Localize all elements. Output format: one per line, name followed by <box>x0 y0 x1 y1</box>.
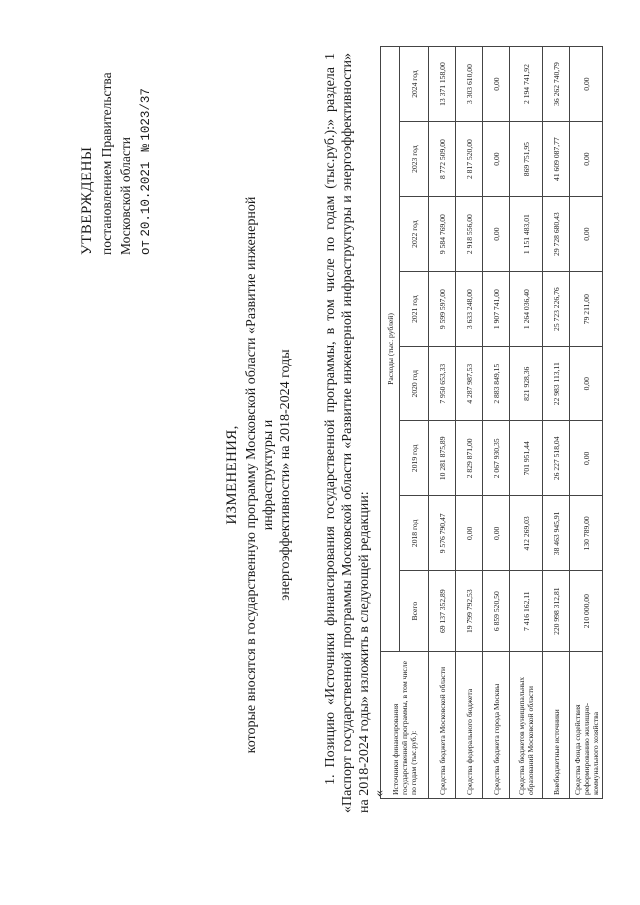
expenses-header: Расходы (тыс. рублей) <box>381 47 400 652</box>
table-cell: 9 584 769,00 <box>429 197 456 272</box>
approval-line-2: Московской области <box>118 136 133 255</box>
table-cell: 7 950 653,33 <box>429 347 456 421</box>
intro-paragraph <box>322 53 373 813</box>
column-header: 2022 год <box>400 197 429 272</box>
column-header: 2020 год <box>400 347 429 421</box>
table-cell: 36 262 740,79 <box>543 47 570 122</box>
approval-line-1: постановлением Правительства <box>99 72 114 255</box>
column-header: 2019 год <box>400 421 429 496</box>
number-prefix: № <box>139 143 153 152</box>
table-cell: 1 151 483,01 <box>510 197 543 272</box>
table-cell: 29 728 680,43 <box>543 197 570 272</box>
table-cell: 701 951,44 <box>510 421 543 496</box>
open-quote: « <box>372 790 387 797</box>
table-cell: 6 859 520,50 <box>483 571 510 652</box>
document-heading <box>224 165 294 785</box>
approval-block <box>78 72 156 255</box>
heading-line-2: энергоэффективности» на 2018-2024 годы <box>278 349 293 601</box>
table-cell: 9 576 790,47 <box>429 496 456 571</box>
table-row <box>456 47 483 799</box>
table-cell: 0,00 <box>570 47 603 122</box>
column-header: 2023 год <box>400 122 429 197</box>
table-cell: 69 137 352,89 <box>429 571 456 652</box>
table-row <box>510 47 543 799</box>
table-cell: 0,00 <box>483 496 510 571</box>
intro-text: 1. Позицию «Источники финансирования государственной программы, в том числе по годам (тыс.руб.):» раздела 1 «Паспорт государственной программы Московской области «Развитие инженерной инфраструктуры и энергоэффективности» на 2018-2024 годы» изложить в следующей редакции: <box>323 53 372 813</box>
table-cell: 2 067 930,35 <box>483 421 510 496</box>
row-label: Средства бюджета Московской области <box>429 652 456 799</box>
table-cell: 8 772 509,00 <box>429 122 456 197</box>
table-cell: 0,00 <box>570 122 603 197</box>
decree-number: 1023/37 <box>139 88 153 141</box>
table-cell: 22 983 113,11 <box>543 347 570 421</box>
table-cell: 0,00 <box>570 197 603 272</box>
table-row <box>543 47 570 799</box>
table-cell: 0,00 <box>570 347 603 421</box>
row-label: Средства бюджетов муниципальных образований Московской области <box>510 652 543 799</box>
row-label: Внебюджетные источники <box>543 652 570 799</box>
table-cell: 19 799 792,53 <box>456 571 483 652</box>
table-cell: 38 463 945,91 <box>543 496 570 571</box>
source-header: Источники финансирования государственной программы, в том числе по годам (тыс.руб.): <box>381 652 429 799</box>
table-cell: 220 998 312,81 <box>543 571 570 652</box>
table-header-row-1 <box>381 47 400 799</box>
table-cell: 2 194 741,92 <box>510 47 543 122</box>
table-cell: 0,00 <box>483 122 510 197</box>
table-cell: 13 371 158,00 <box>429 47 456 122</box>
table-cell: 2 883 849,15 <box>483 347 510 421</box>
table-cell: 79 211,00 <box>570 272 603 347</box>
table-cell: 3 303 610,00 <box>456 47 483 122</box>
table-cell: 26 227 518,04 <box>543 421 570 496</box>
column-header: 2021 год <box>400 272 429 347</box>
table-cell: 0,00 <box>570 421 603 496</box>
table-cell: 25 723 226,76 <box>543 272 570 347</box>
date-prefix: от <box>139 239 153 255</box>
column-header: Всего <box>400 571 429 652</box>
approval-date-line <box>135 72 156 255</box>
table-cell: 210 000,00 <box>570 571 603 652</box>
table-cell: 2 918 556,00 <box>456 197 483 272</box>
approval-title: УТВЕРЖДЕНЫ <box>79 146 95 255</box>
column-header: 2018 год <box>400 496 429 571</box>
decree-date: 20.10.2021 <box>139 161 153 237</box>
row-label: Средства бюджета города Москвы <box>483 652 510 799</box>
heading-title: ИЗМЕНЕНИЯ, <box>224 425 240 525</box>
table-cell: 41 609 087,77 <box>543 122 570 197</box>
table-cell: 4 287 987,53 <box>456 347 483 421</box>
column-header: 2024 год <box>400 47 429 122</box>
table-cell: 0,00 <box>456 496 483 571</box>
table-cell: 3 633 248,00 <box>456 272 483 347</box>
table-row <box>570 47 603 799</box>
table-cell: 1 264 036,40 <box>510 272 543 347</box>
table-row <box>429 47 456 799</box>
table-cell: 9 599 597,00 <box>429 272 456 347</box>
table-cell: 412 269,03 <box>510 496 543 571</box>
table-cell: 821 928,36 <box>510 347 543 421</box>
table-cell: 130 789,00 <box>570 496 603 571</box>
row-label: Средства Фонда содействия реформированию жилищно-коммунального хозяйства <box>570 652 603 799</box>
row-label: Средства федерального бюджета <box>456 652 483 799</box>
financing-table <box>380 46 603 799</box>
table-row <box>483 47 510 799</box>
heading-line-1: которые вносятся в государственную программу Московской области «Развитие инженерной инфраструктуры и <box>244 196 276 754</box>
table-cell: 7 416 162,11 <box>510 571 543 652</box>
table-cell: 2 829 871,00 <box>456 421 483 496</box>
table-cell: 2 817 520,00 <box>456 122 483 197</box>
table-cell: 1 907 741,00 <box>483 272 510 347</box>
table-cell: 869 751,95 <box>510 122 543 197</box>
table-cell: 10 281 875,89 <box>429 421 456 496</box>
table-cell: 0,00 <box>483 47 510 122</box>
table-cell: 0,00 <box>483 197 510 272</box>
